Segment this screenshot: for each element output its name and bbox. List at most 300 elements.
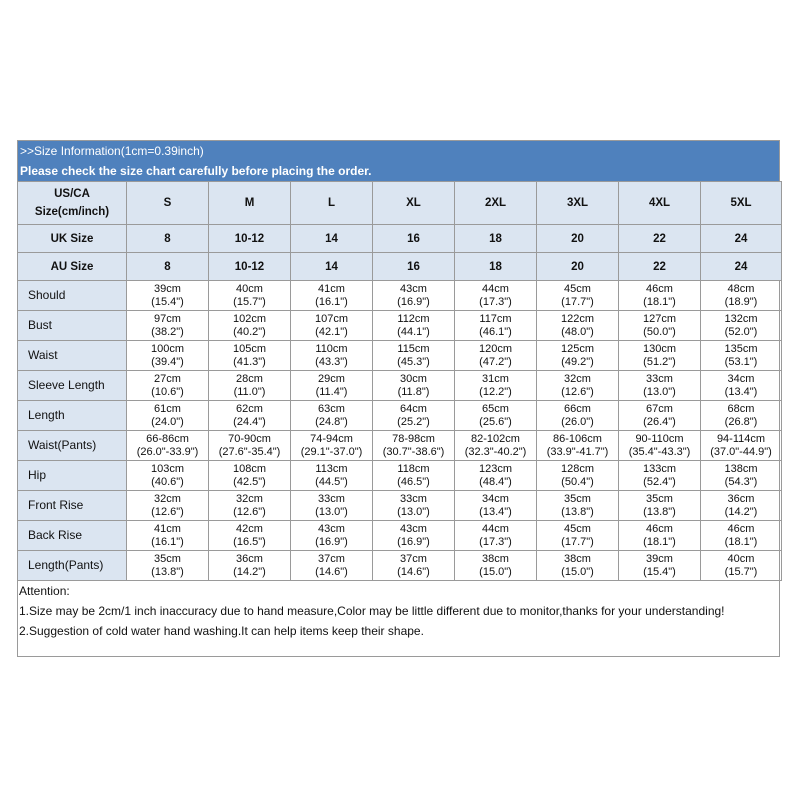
cm-value: 135cm (724, 342, 758, 355)
cm-value: 46cm (646, 282, 673, 295)
measurement-cell (127, 281, 209, 311)
measurement-cell (537, 401, 619, 431)
inch-value: (40.6") (151, 475, 184, 488)
measurement-cell (619, 551, 701, 581)
inch-value: (25.6") (479, 415, 512, 428)
measurement-label: Bust (18, 311, 127, 341)
measurement-cell (619, 491, 701, 521)
inch-value: (14.6") (315, 565, 348, 578)
inch-value: (46.1") (479, 325, 512, 338)
cm-value: 113cm (315, 462, 348, 475)
measurement-cell (455, 281, 537, 311)
measurement-cell (537, 311, 619, 341)
cm-value: 127cm (642, 312, 677, 325)
au-size-row (18, 253, 782, 281)
inch-value: (13.4") (479, 505, 512, 518)
cm-value: 43cm (318, 522, 345, 535)
measurement-label: Hip (18, 461, 127, 491)
inch-value: (13.8") (561, 505, 594, 518)
inch-value: (32.3"-40.2") (464, 445, 527, 458)
measurement-cell (701, 431, 782, 461)
inch-value: (16.9") (397, 295, 430, 308)
cm-value: 39cm (646, 552, 673, 565)
size-header-cell: 3XL (537, 182, 619, 225)
cm-value: 40cm (236, 282, 263, 295)
cm-value: 105cm (232, 342, 267, 355)
header-row (18, 182, 782, 225)
measurement-cell (373, 401, 455, 431)
inch-value: (17.7") (561, 535, 594, 548)
cm-value: 118cm (397, 462, 430, 475)
cm-value: 36cm (236, 552, 263, 565)
inch-value: (18.1") (643, 535, 676, 548)
au-size-cell: 8 (127, 253, 209, 281)
measurement-cell (209, 281, 291, 311)
inch-value: (13.0") (643, 385, 676, 398)
measurement-cell (455, 521, 537, 551)
measurement-cell (209, 491, 291, 521)
cm-value: 138cm (724, 462, 758, 475)
inch-value: (13.4") (724, 385, 758, 398)
cm-value: 66-86cm (146, 432, 189, 445)
au-size-cell: 18 (455, 253, 537, 281)
inch-value: (18.9") (724, 295, 758, 308)
cm-value: 30cm (400, 372, 427, 385)
measurement-cell (701, 401, 782, 431)
measurement-cell (455, 461, 537, 491)
inch-value: (26.0") (561, 415, 594, 428)
inch-value: (27.6"-35.4") (218, 445, 281, 458)
measurement-cell (455, 341, 537, 371)
inch-value: (16.1") (151, 535, 184, 548)
cm-value: 34cm (482, 492, 509, 505)
inch-value: (24.8") (315, 415, 348, 428)
measurement-cell (373, 521, 455, 551)
inch-value: (51.2") (643, 355, 676, 368)
uk-size-cell: 8 (127, 225, 209, 253)
inch-value: (18.1") (643, 295, 676, 308)
cm-value: 64cm (400, 402, 427, 415)
cm-value: 110cm (315, 342, 348, 355)
measurement-row (18, 551, 782, 581)
cm-value: 33cm (400, 492, 427, 505)
measurement-cell (127, 551, 209, 581)
measurement-row (18, 431, 782, 461)
cm-value: 46cm (646, 522, 673, 535)
measurement-cell (373, 281, 455, 311)
attention-note-1: 1.Size may be 2cm/1 inch inaccuracy due to hand measure,Color may be little different due to monitor,thanks for your understanding! (19, 604, 725, 618)
measurement-cell (619, 311, 701, 341)
cm-value: 42cm (236, 522, 263, 535)
cm-value: 32cm (564, 372, 591, 385)
inch-value: (17.3") (479, 535, 512, 548)
cm-value: 48cm (727, 282, 755, 295)
cm-value: 70-90cm (228, 432, 271, 445)
cm-value: 66cm (564, 402, 591, 415)
cm-value: 130cm (642, 342, 677, 355)
inch-value: (50.4") (561, 475, 594, 488)
inch-value: (26.8") (724, 415, 758, 428)
measurement-cell (127, 521, 209, 551)
measurement-cell (209, 521, 291, 551)
measurement-label: Waist(Pants) (18, 431, 127, 461)
cm-value: 35cm (564, 492, 591, 505)
inch-value: (35.4"-43.3") (628, 445, 691, 458)
inch-value: (42.5") (233, 475, 266, 488)
cm-value: 36cm (727, 492, 755, 505)
inch-value: (18.1") (724, 535, 758, 548)
measurement-row (18, 311, 782, 341)
measurement-cell (291, 431, 373, 461)
uk-size-label: UK Size (18, 225, 127, 253)
measurement-cell (537, 341, 619, 371)
inch-value: (12.2") (479, 385, 512, 398)
au-size-cell: 14 (291, 253, 373, 281)
measurement-cell (127, 311, 209, 341)
measurement-cell (373, 311, 455, 341)
measurement-cell (455, 311, 537, 341)
inch-value: (16.1") (315, 295, 348, 308)
cm-value: 115cm (397, 342, 430, 355)
inch-value: (26.0"-33.9") (136, 445, 199, 458)
inch-value: (38.2") (151, 325, 184, 338)
cm-value: 45cm (564, 282, 591, 295)
measurement-label: Should (18, 281, 127, 311)
measurement-cell (291, 371, 373, 401)
measurement-row (18, 461, 782, 491)
inch-value: (25.2") (397, 415, 430, 428)
measurement-label: Waist (18, 341, 127, 371)
inch-value: (40.2") (233, 325, 266, 338)
cm-value: 38cm (564, 552, 591, 565)
inch-value: (15.4") (643, 565, 676, 578)
measurement-cell (701, 521, 782, 551)
cm-value: 128cm (560, 462, 595, 475)
measurement-cell (619, 281, 701, 311)
inch-value: (54.3") (724, 475, 758, 488)
au-size-label: AU Size (18, 253, 127, 281)
inch-value: (12.6") (151, 505, 184, 518)
measurement-row (18, 371, 782, 401)
measurement-cell (619, 341, 701, 371)
cm-value: 29cm (318, 372, 345, 385)
inch-value: (16.5") (233, 535, 266, 548)
cm-value: 31cm (482, 372, 509, 385)
inch-value: (44.1") (397, 325, 430, 338)
measurement-row (18, 521, 782, 551)
measurement-label: Sleeve Length (18, 371, 127, 401)
measurement-cell (127, 461, 209, 491)
inch-value: (52.0") (724, 325, 758, 338)
measurement-cell (619, 401, 701, 431)
au-size-cell: 16 (373, 253, 455, 281)
measurement-label: Length (18, 401, 127, 431)
uk-size-cell: 10-12 (209, 225, 291, 253)
measurement-cell (701, 371, 782, 401)
inch-value: (11.8") (397, 385, 430, 398)
inch-value: (48.0") (561, 325, 594, 338)
cm-value: 41cm (154, 522, 181, 535)
inch-value: (39.4") (151, 355, 184, 368)
inch-value: (41.3") (233, 355, 266, 368)
measurement-cell (127, 401, 209, 431)
cm-value: 120cm (478, 342, 513, 355)
measurement-cell (291, 341, 373, 371)
size-header-cell: 4XL (619, 182, 701, 225)
measurement-row (18, 491, 782, 521)
au-size-cell: 24 (701, 253, 782, 281)
size-header-cell: XL (373, 182, 455, 225)
measurement-cell (291, 401, 373, 431)
measurement-cell (537, 521, 619, 551)
inch-value: (12.6") (561, 385, 594, 398)
cm-value: 46cm (727, 522, 755, 535)
measurement-cell (537, 371, 619, 401)
measurement-cell (619, 371, 701, 401)
inch-value: (16.9") (315, 535, 348, 548)
cm-value: 78-98cm (392, 432, 435, 445)
measurement-row (18, 281, 782, 311)
measurement-label: Front Rise (18, 491, 127, 521)
cm-value: 86-106cm (553, 432, 602, 445)
inch-value: (17.3") (479, 295, 512, 308)
measurement-cell (291, 461, 373, 491)
inch-value: (13.8") (151, 565, 184, 578)
cm-value: 100cm (150, 342, 185, 355)
measurement-cell (701, 311, 782, 341)
cm-value: 33cm (646, 372, 673, 385)
inch-value: (13.8") (643, 505, 676, 518)
cm-value: 97cm (154, 312, 181, 325)
size-header-cell: 5XL (701, 182, 782, 225)
header-label-line1: US/CA (54, 188, 90, 200)
measurement-cell (209, 341, 291, 371)
uk-size-cell: 24 (701, 225, 782, 253)
inch-value: (33.9"-41.7") (546, 445, 609, 458)
measurement-row (18, 341, 782, 371)
measurement-cell (701, 281, 782, 311)
cm-value: 35cm (646, 492, 673, 505)
inch-value: (49.2") (561, 355, 594, 368)
header-label-line2: Size(cm/inch) (34, 206, 110, 218)
measurement-cell (127, 431, 209, 461)
cm-value: 123cm (478, 462, 513, 475)
inch-value: (37.0"-44.9") (710, 445, 772, 458)
inch-value: (24.0") (151, 415, 184, 428)
measurement-label: Back Rise (18, 521, 127, 551)
size-header-cell: M (209, 182, 291, 225)
uk-size-cell: 16 (373, 225, 455, 253)
inch-value: (11.0") (233, 385, 266, 398)
measurement-cell (701, 551, 782, 581)
uk-size-cell: 20 (537, 225, 619, 253)
attention-note-2: 2.Suggestion of cold water hand washing.It can help items keep their shape. (19, 624, 424, 638)
attention-title: Attention: (19, 584, 70, 598)
measurement-cell (619, 461, 701, 491)
cm-value: 133cm (642, 462, 677, 475)
inch-value: (15.7") (233, 295, 266, 308)
measurement-cell (455, 431, 537, 461)
inch-value: (30.7"-38.6") (382, 445, 445, 458)
measurement-label: Length(Pants) (18, 551, 127, 581)
inch-value: (15.0") (561, 565, 594, 578)
measurement-cell (209, 431, 291, 461)
inch-value: (53.1") (724, 355, 758, 368)
measurement-cell (537, 551, 619, 581)
measurement-cell (209, 401, 291, 431)
measurement-cell (373, 431, 455, 461)
cm-value: 40cm (727, 552, 755, 565)
measurement-cell (291, 281, 373, 311)
measurement-cell (619, 521, 701, 551)
measurement-cell (291, 521, 373, 551)
size-header-cell: S (127, 182, 209, 225)
uk-size-cell: 14 (291, 225, 373, 253)
au-size-cell: 20 (537, 253, 619, 281)
measurement-cell (701, 341, 782, 371)
inch-value: (11.4") (315, 385, 348, 398)
cm-value: 43cm (400, 282, 427, 295)
measurement-cell (373, 341, 455, 371)
uk-size-row (18, 225, 782, 253)
size-header-cell: L (291, 182, 373, 225)
inch-value: (47.2") (479, 355, 512, 368)
cm-value: 63cm (318, 402, 345, 415)
size-chart (17, 140, 780, 657)
cm-value: 108cm (232, 462, 267, 475)
cm-value: 41cm (318, 282, 345, 295)
inch-value: (44.5") (315, 475, 348, 488)
cm-value: 38cm (482, 552, 509, 565)
measurement-cell (209, 461, 291, 491)
cm-value: 32cm (154, 492, 181, 505)
size-table (17, 181, 782, 581)
inch-value: (42.1") (315, 325, 348, 338)
cm-value: 103cm (150, 462, 185, 475)
cm-value: 33cm (318, 492, 345, 505)
size-info-instruction: Please check the size chart carefully before placing the order. (20, 164, 372, 178)
cm-value: 34cm (727, 372, 755, 385)
cm-value: 44cm (482, 282, 509, 295)
inch-value: (13.0") (315, 505, 348, 518)
inch-value: (14.2") (233, 565, 266, 578)
inch-value: (45.3") (397, 355, 430, 368)
inch-value: (50.0") (643, 325, 676, 338)
measurement-cell (291, 311, 373, 341)
measurement-cell (209, 551, 291, 581)
measurement-cell (373, 371, 455, 401)
cm-value: 122cm (560, 312, 595, 325)
measurement-cell (701, 461, 782, 491)
cm-value: 28cm (236, 372, 263, 385)
cm-value: 117cm (479, 312, 512, 325)
au-size-cell: 10-12 (209, 253, 291, 281)
cm-value: 43cm (400, 522, 427, 535)
measurement-cell (619, 431, 701, 461)
au-size-cell: 22 (619, 253, 701, 281)
inch-value: (24.4") (233, 415, 266, 428)
cm-value: 62cm (236, 402, 263, 415)
measurement-row (18, 401, 782, 431)
measurement-cell (127, 341, 209, 371)
cm-value: 27cm (154, 372, 181, 385)
cm-value: 35cm (154, 552, 181, 565)
cm-value: 37cm (400, 552, 427, 565)
inch-value: (14.6") (397, 565, 430, 578)
cm-value: 45cm (564, 522, 591, 535)
measurement-cell (373, 491, 455, 521)
measurement-cell (127, 371, 209, 401)
inch-value: (15.0") (479, 565, 512, 578)
header-label-cell (18, 182, 127, 225)
cm-value: 39cm (154, 282, 181, 295)
inch-value: (29.1"-37.0") (300, 445, 363, 458)
cm-value: 112cm (397, 312, 430, 325)
measurement-cell (455, 491, 537, 521)
inch-value: (48.4") (479, 475, 512, 488)
inch-value: (16.9") (397, 535, 430, 548)
measurement-cell (537, 431, 619, 461)
cm-value: 65cm (482, 402, 509, 415)
measurement-cell (455, 401, 537, 431)
cm-value: 61cm (154, 402, 181, 415)
cm-value: 102cm (232, 312, 267, 325)
inch-value: (14.2") (724, 505, 758, 518)
cm-value: 67cm (646, 402, 673, 415)
cm-value: 74-94cm (310, 432, 353, 445)
measurement-cell (127, 491, 209, 521)
cm-value: 68cm (727, 402, 755, 415)
cm-value: 90-110cm (635, 432, 684, 445)
measurement-cell (537, 461, 619, 491)
measurement-cell (373, 461, 455, 491)
measurement-cell (455, 371, 537, 401)
cm-value: 125cm (560, 342, 595, 355)
notes-spacer (18, 641, 779, 656)
size-info-title: >>Size Information(1cm=0.39inch) (20, 144, 204, 158)
inch-value: (15.4") (151, 295, 184, 308)
cm-value: 44cm (482, 522, 509, 535)
uk-size-cell: 22 (619, 225, 701, 253)
inch-value: (52.4") (643, 475, 676, 488)
measurement-cell (537, 491, 619, 521)
measurement-cell (291, 491, 373, 521)
inch-value: (17.7") (561, 295, 594, 308)
inch-value: (15.7") (724, 565, 758, 578)
measurement-cell (209, 371, 291, 401)
measurement-cell (291, 551, 373, 581)
size-info-banner (18, 141, 779, 181)
cm-value: 132cm (724, 312, 758, 325)
cm-value: 32cm (236, 492, 263, 505)
inch-value: (10.6") (151, 385, 184, 398)
measurement-cell (373, 551, 455, 581)
inch-value: (26.4") (643, 415, 676, 428)
cm-value: 94-114cm (716, 432, 766, 445)
inch-value: (46.5") (397, 475, 430, 488)
cm-value: 37cm (318, 552, 345, 565)
inch-value: (13.0") (397, 505, 430, 518)
attention-notes (18, 581, 779, 656)
measurement-cell (537, 281, 619, 311)
size-header-cell: 2XL (455, 182, 537, 225)
uk-size-cell: 18 (455, 225, 537, 253)
measurement-cell (209, 311, 291, 341)
cm-value: 107cm (314, 312, 349, 325)
measurement-cell (701, 491, 782, 521)
measurement-cell (455, 551, 537, 581)
cm-value: 82-102cm (471, 432, 520, 445)
